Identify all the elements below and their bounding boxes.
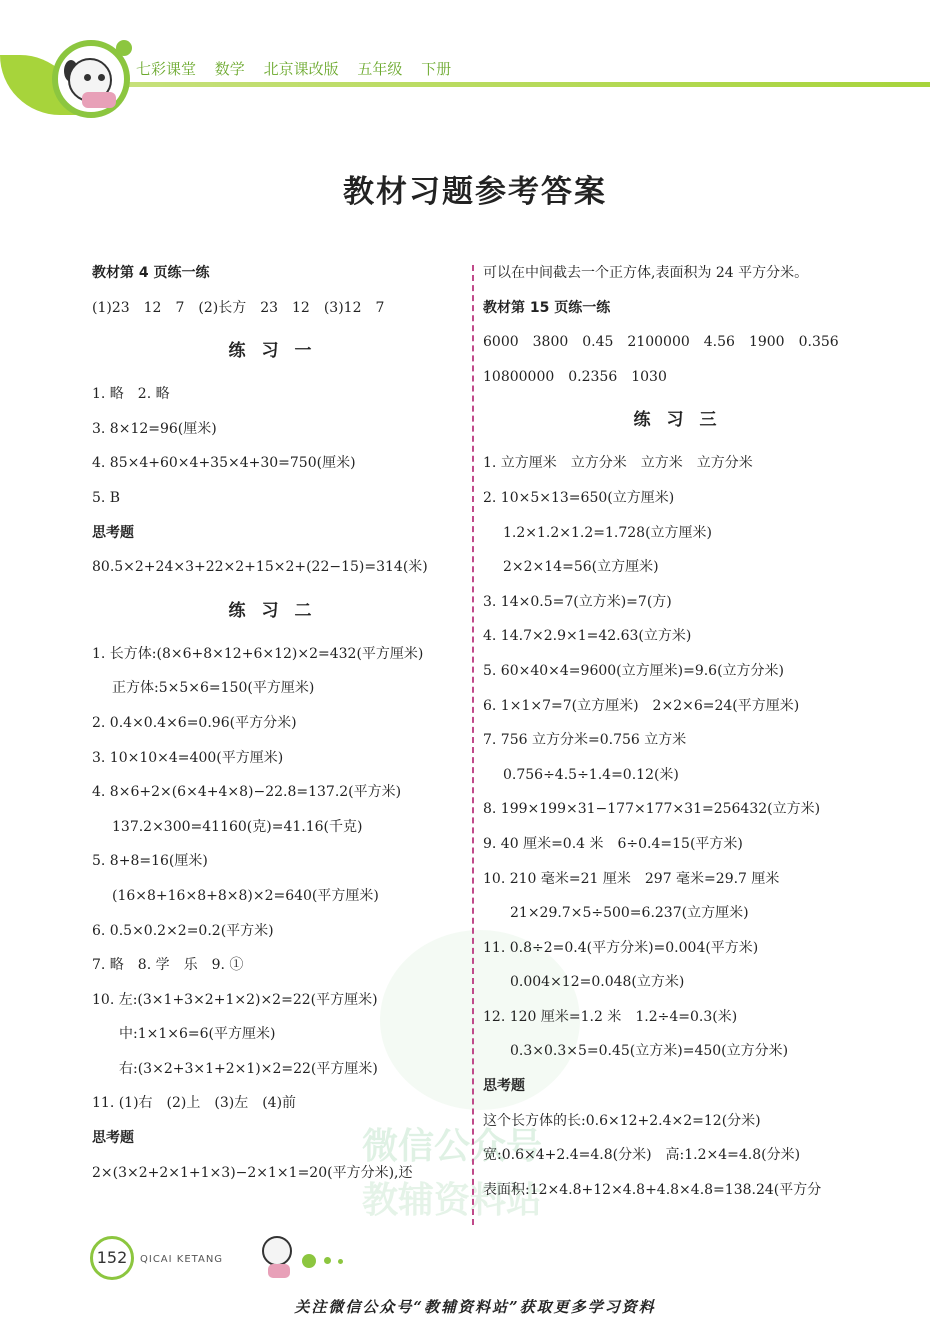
answer-line: 表面积:12×4.8+12×4.8+4.8×4.8=138.24(平方分 — [483, 1181, 822, 1198]
answer-line: 2. 10×5×13=650(立方厘米) — [483, 489, 675, 506]
answer-line: 6. 1×1×7=7(立方厘米) 2×2×6=24(平方厘米) — [483, 697, 800, 714]
answer-line: 137.2×300=41160(克)=41.16(千克) — [112, 818, 363, 835]
answer-line: 10. 210 毫米=21 厘米 297 毫米=29.7 厘米 — [483, 870, 780, 887]
answer-line: 21×29.7×5÷500=6.237(立方厘米) — [510, 905, 749, 922]
answer-line: 3. 8×12=96(厘米) — [92, 420, 217, 437]
header-subject: 数学 — [214, 60, 245, 78]
answer-line: 正方体:5×5×6=150(平方厘米) — [112, 680, 315, 697]
answer-line: 4. 14.7×2.9×1=42.63(立方米) — [483, 628, 692, 645]
answer-line: 10. 左:(3×1+3×2+1×2)×2=22(平方厘米) — [92, 991, 378, 1008]
answer-line: 右:(3×2+3×1+2×1)×2=22(平方厘米) — [119, 1060, 378, 1077]
think-label: 思考题 — [92, 524, 134, 541]
subheading-p4: 教材第 4 页练一练 — [92, 265, 210, 281]
watermark-line2: 教辅资料站 — [362, 1180, 543, 1221]
footer-brand: QICAI KETANG — [140, 1254, 224, 1265]
answer-line: (16×8+16×8+8×8)×2=640(平方厘米) — [112, 887, 379, 904]
answer-line: 10800000 0.2356 1030 — [483, 368, 667, 385]
answer-line: 8. 199×199×31−177×177×31=256432(立方米) — [483, 801, 821, 818]
header-rule — [128, 82, 930, 87]
answer-line: 1. 立方厘米 立方分米 立方米 立方分米 — [483, 455, 753, 472]
answer-line: 1. 长方体:(8×6+8×12+6×12)×2=432(平方厘米) — [92, 645, 424, 662]
answer-line: 9. 40 厘米=0.4 米 6÷0.4=15(平方米) — [483, 835, 743, 852]
column-divider — [472, 265, 474, 1225]
subheading-p15: 教材第 15 页练一练 — [483, 299, 611, 316]
footer-dot-icon — [338, 1259, 343, 1264]
answer-line: 2×(3×2+2×1+1×3)−2×1×1=20(平方分米),还 — [92, 1164, 413, 1181]
answer-line: 中:1×1×6=6(平方厘米) — [119, 1026, 276, 1043]
header-volume: 下册 — [421, 60, 452, 78]
answer-line: 12. 120 厘米=1.2 米 1.2÷4=0.3(米) — [483, 1008, 738, 1025]
section-heading-2: 练习二 — [228, 600, 328, 621]
footer-dot-icon — [324, 1257, 331, 1264]
answer-line: 5. 60×40×4=9600(立方厘米)=9.6(立方分米) — [483, 662, 785, 679]
header-dot — [116, 40, 132, 56]
answer-line: 5. 8+8=16(厘米) — [92, 853, 208, 870]
answer-line: 0.004×12=0.048(立方米) — [510, 974, 685, 991]
answer-line: 7. 略 8. 学 乐 9. ① — [92, 957, 244, 974]
answer-line: 可以在中间截去一个正方体,表面积为 24 平方分米。 — [483, 265, 809, 281]
footer-dot-icon — [302, 1254, 316, 1268]
header-series: 七彩课堂 — [136, 60, 197, 78]
answer-line: 11. (1)右 (2)上 (3)左 (4)前 — [92, 1095, 297, 1112]
think-label: 思考题 — [92, 1130, 134, 1147]
answer-line: 1.2×1.2×1.2=1.728(立方厘米) — [503, 524, 712, 541]
answer-line: 2. 0.4×0.4×6=0.96(平方分米) — [92, 714, 297, 731]
answer-line: 1. 略 2. 略 — [92, 386, 170, 403]
mascot-body-icon — [82, 92, 116, 108]
footer-mascot-body-icon — [268, 1264, 290, 1278]
answer-line: 2×2×14=56(立方厘米) — [503, 559, 659, 576]
header-grade: 五年级 — [357, 60, 403, 78]
page-number: 152 — [90, 1236, 134, 1280]
answer-line: 宽:0.6×4+2.4=4.8(分米) 高:1.2×4=4.8(分米) — [483, 1147, 801, 1164]
answer-line: (1)23 12 7 (2)长方 23 12 (3)12 7 — [92, 299, 385, 316]
section-heading-1: 练习一 — [228, 341, 328, 362]
answer-line: 80.5×2+24×3+22×2+15×2+(22−15)=314(米) — [92, 559, 428, 576]
answer-line: 6000 3800 0.45 2100000 4.56 1900 0.356 — [483, 334, 839, 351]
footer-mascot-icon — [262, 1236, 292, 1266]
header-edition: 北京课改版 — [263, 60, 339, 78]
page-title: 教材习题参考答案 — [343, 174, 607, 210]
think-label: 思考题 — [483, 1078, 525, 1095]
watermark-line1: 微信公众号 — [362, 1126, 543, 1167]
left-column — [92, 256, 464, 1190]
mascot-eye-icon — [84, 74, 91, 81]
answer-line: 11. 0.8÷2=0.4(平方分米)=0.004(平方米) — [483, 939, 759, 956]
answer-line: 5. B — [92, 489, 121, 506]
header-book-info — [136, 58, 465, 79]
answer-line: 3. 10×10×4=400(平方厘米) — [92, 749, 284, 766]
answer-line: 6. 0.5×0.2×2=0.2(平方米) — [92, 922, 274, 939]
answer-line: 7. 756 立方分米=0.756 立方米 — [483, 732, 687, 749]
answer-line: 3. 14×0.5=7(立方米)=7(方) — [483, 593, 672, 610]
answer-line: 0.756÷4.5÷1.4=0.12(米) — [503, 766, 679, 783]
footer-note: 关注微信公众号“教辅资料站”获取更多学习资料 — [294, 1298, 656, 1316]
right-column — [483, 256, 883, 1207]
answer-line: 4. 8×6+2×(6×4+4×8)−22.8=137.2(平方米) — [92, 784, 402, 801]
answer-line: 这个长方体的长:0.6×12+2.4×2=12(分米) — [483, 1112, 761, 1129]
section-heading-3: 练习三 — [633, 410, 733, 431]
mascot-eye-icon — [98, 74, 105, 81]
answer-line: 0.3×0.3×5=0.45(立方米)=450(立方分米) — [510, 1043, 789, 1060]
answer-line: 4. 85×4+60×4+35×4+30=750(厘米) — [92, 455, 356, 472]
